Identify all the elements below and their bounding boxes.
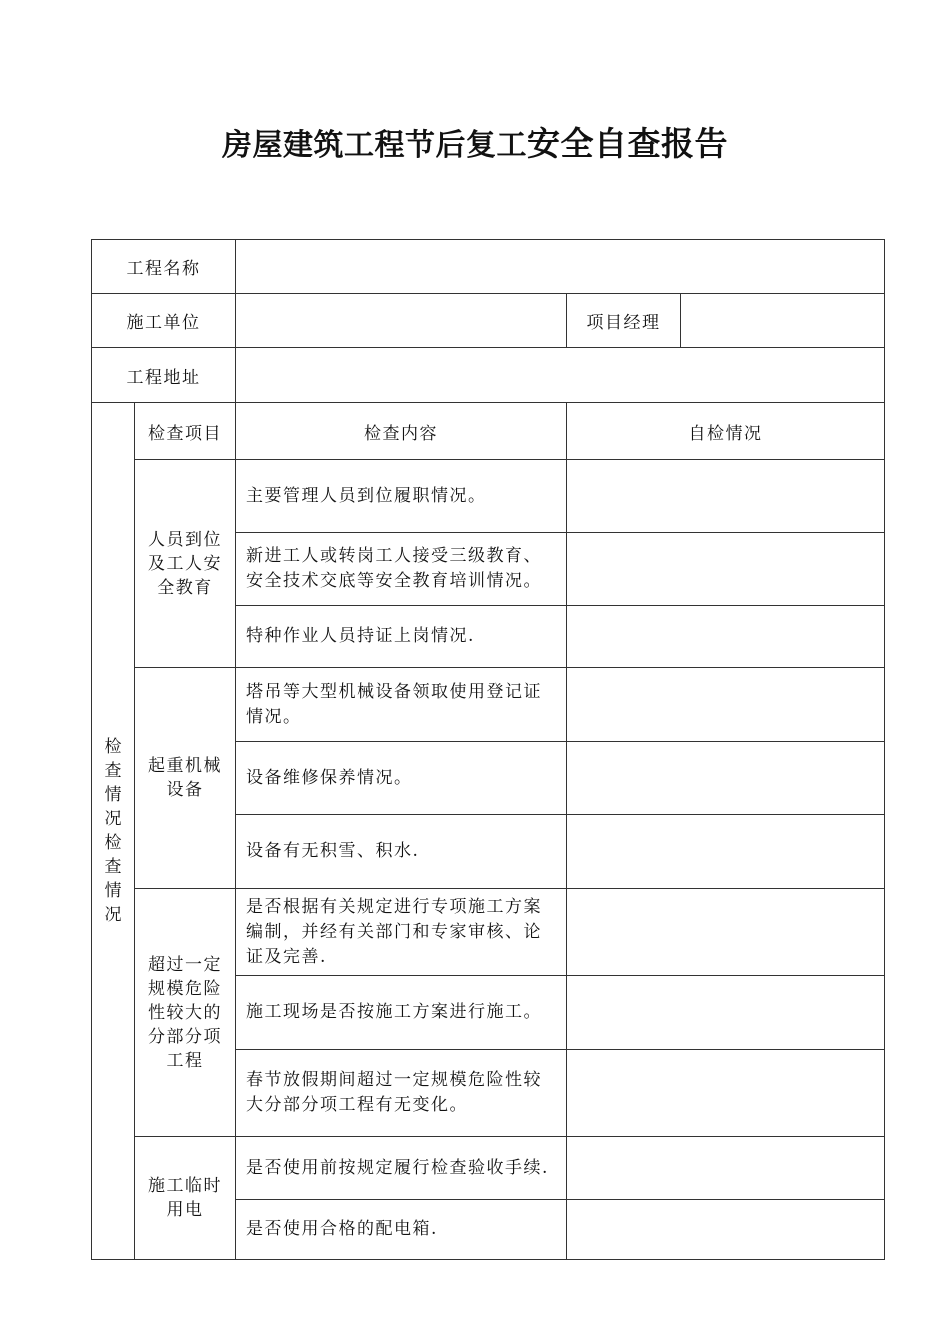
- project-address-field[interactable]: [236, 348, 885, 403]
- column-header-item: 检查项目: [135, 403, 236, 460]
- column-header-content: 检查内容: [236, 403, 567, 460]
- check-content: 春节放假期间超过一定规模危险性较大分部分项工程有无变化。: [236, 1050, 567, 1137]
- check-content: 是否使用合格的配电箱.: [236, 1200, 567, 1260]
- project-manager-label: 项目经理: [567, 294, 681, 348]
- self-check-field[interactable]: [567, 742, 885, 815]
- self-check-field[interactable]: [567, 889, 885, 976]
- page-title: [0, 118, 950, 165]
- self-check-field[interactable]: [567, 1137, 885, 1200]
- check-content: 新进工人或转岗工人接受三级教育、安全技术交底等安全教育培训情况。: [236, 533, 567, 606]
- project-address-label: 工程地址: [92, 348, 236, 403]
- check-content: 塔吊等大型机械设备领取使用登记证情况。: [236, 668, 567, 742]
- construction-unit-label: 施工单位: [92, 294, 236, 348]
- construction-unit-row: [92, 294, 885, 348]
- project-name-row: [92, 240, 885, 294]
- project-name-field[interactable]: [236, 240, 885, 294]
- category-temporary-power: 施工临时用电: [135, 1137, 236, 1260]
- safety-check-form: [91, 239, 885, 1260]
- self-check-field[interactable]: [567, 460, 885, 533]
- self-check-field[interactable]: [567, 976, 885, 1050]
- column-header-self-check: 自检情况: [567, 403, 885, 460]
- check-content: 特种作业人员持证上岗情况.: [236, 606, 567, 668]
- table-row: [92, 668, 885, 742]
- table-row: [92, 1137, 885, 1200]
- project-manager-field[interactable]: [681, 294, 885, 348]
- project-name-label: 工程名称: [92, 240, 236, 294]
- title-part1: 房屋建筑工程节后复工: [222, 128, 527, 163]
- self-check-field[interactable]: [567, 1050, 885, 1137]
- self-check-field[interactable]: [567, 1200, 885, 1260]
- check-content: 设备维修保养情况。: [236, 742, 567, 815]
- inspection-side-label: 检查情况检查情况: [92, 403, 135, 1260]
- title-part2: 安全自查报告: [527, 124, 728, 163]
- category-high-risk-works: 超过一定规模危险性较大的分部分项工程: [135, 889, 236, 1137]
- construction-unit-field[interactable]: [236, 294, 567, 348]
- check-content: 是否根据有关规定进行专项施工方案编制，并经有关部门和专家审核、论证及完善.: [236, 889, 567, 976]
- check-content: 施工现场是否按施工方案进行施工。: [236, 976, 567, 1050]
- self-check-field[interactable]: [567, 815, 885, 889]
- self-check-field[interactable]: [567, 606, 885, 668]
- check-content: 主要管理人员到位履职情况。: [236, 460, 567, 533]
- check-content: 设备有无积雪、积水.: [236, 815, 567, 889]
- table-row: [92, 460, 885, 533]
- category-lifting-equipment: 起重机械设备: [135, 668, 236, 889]
- category-personnel: 人员到位及工人安全教育: [135, 460, 236, 668]
- check-content: 是否使用前按规定履行检查验收手续.: [236, 1137, 567, 1200]
- inspection-header-row: [92, 403, 885, 460]
- project-address-row: [92, 348, 885, 403]
- self-check-field[interactable]: [567, 533, 885, 606]
- table-row: [92, 889, 885, 976]
- self-check-field[interactable]: [567, 668, 885, 742]
